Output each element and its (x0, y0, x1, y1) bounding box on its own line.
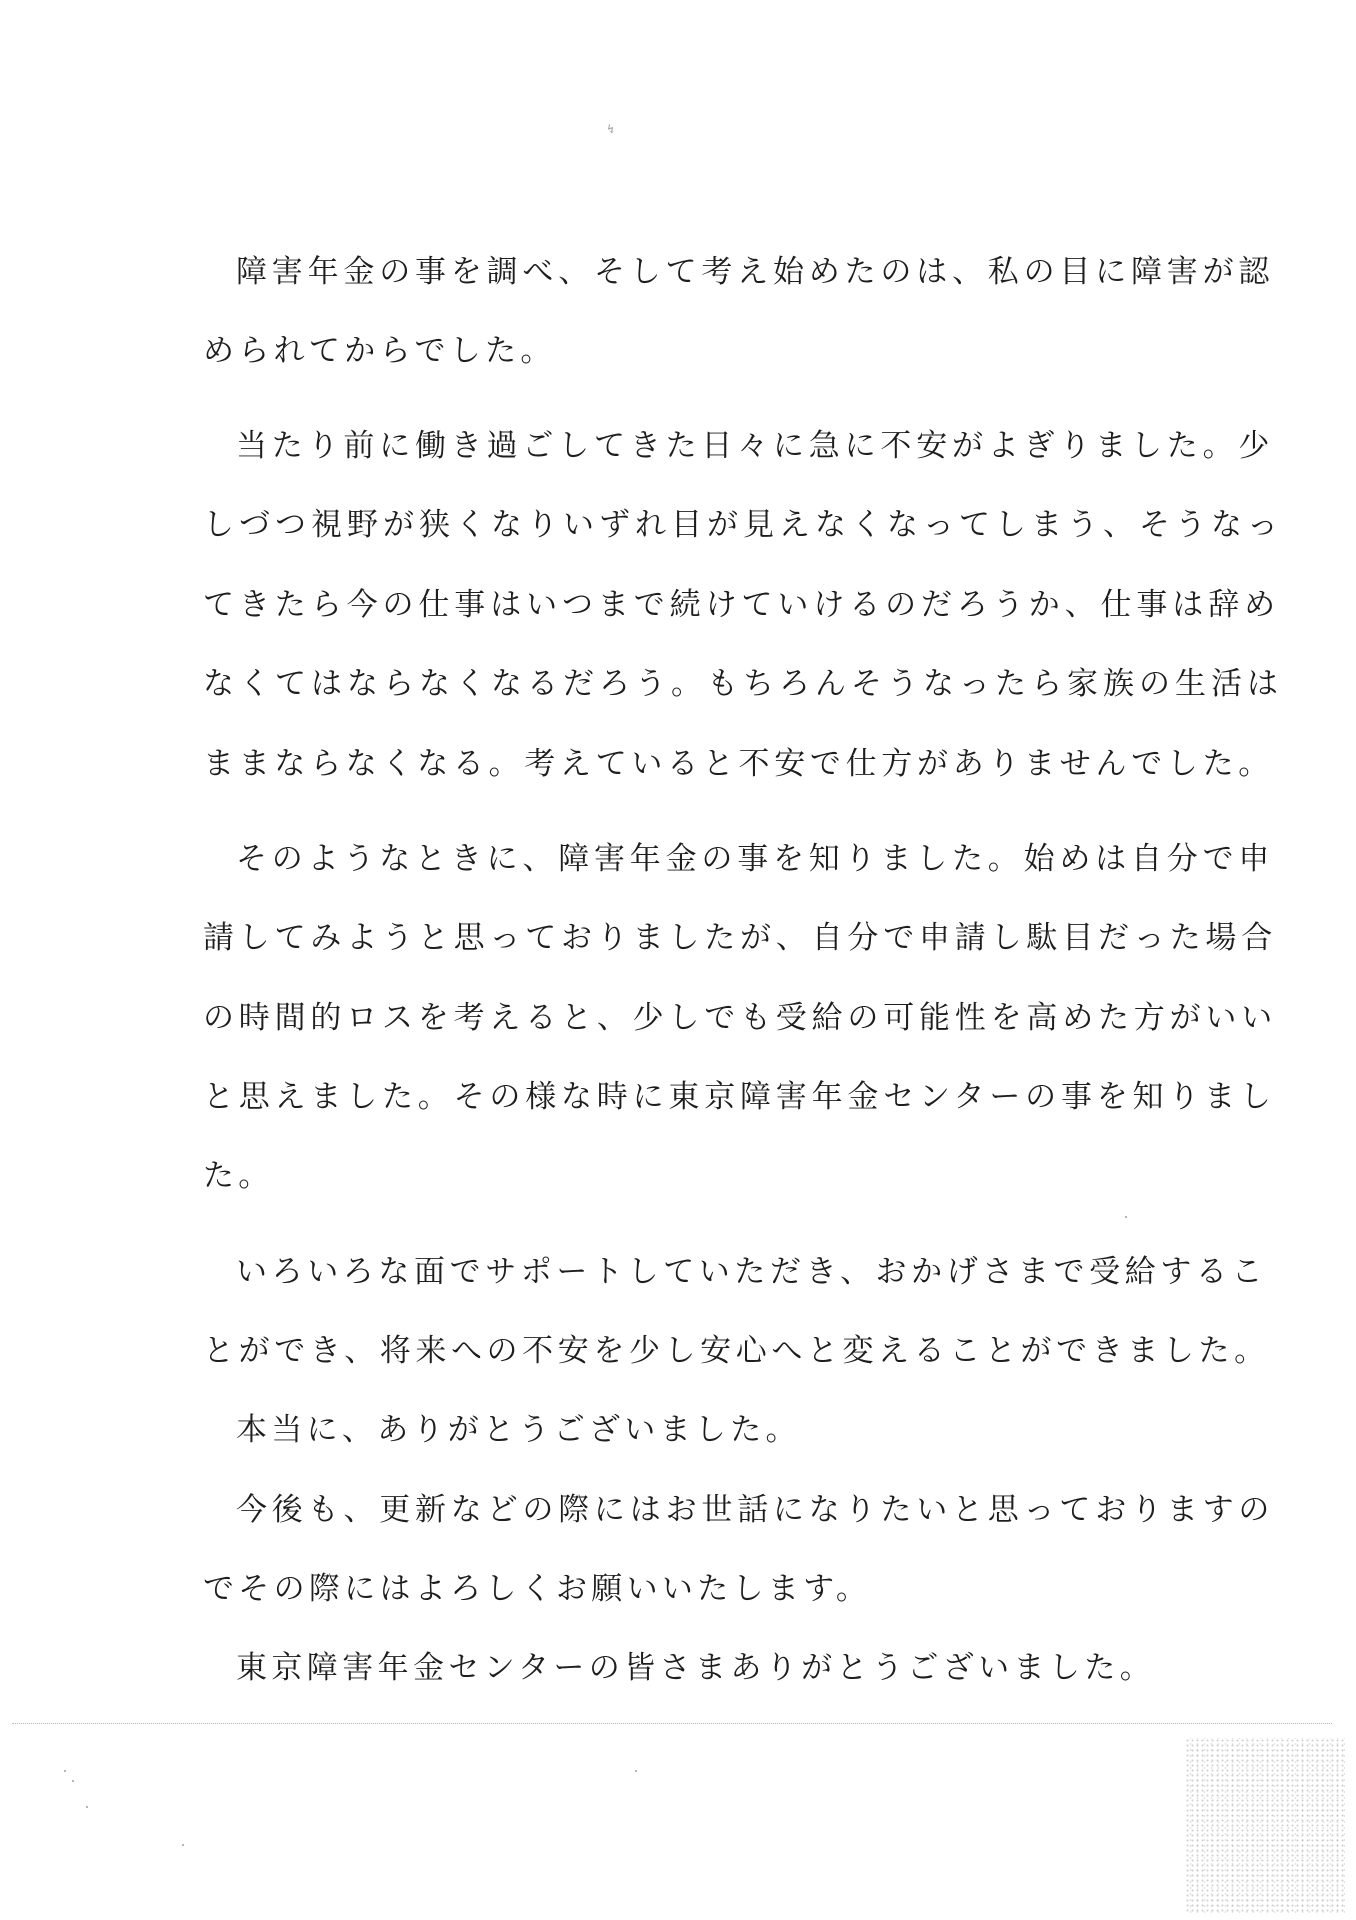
text-line: められてからでした。 (203, 333, 556, 369)
scan-speck (635, 1770, 637, 1772)
scan-speck (64, 1770, 66, 1772)
text-line: でその際にはよろしくお願いいたします。 (203, 1571, 872, 1607)
text-line: 請してみようと思っておりましたが、自分で申請し駄目だった場合 (203, 920, 1277, 956)
text-line: の時間的ロスを考えると、少しでも受給の可能性を高めた方がいい (203, 1000, 1277, 1036)
scan-rule (12, 1723, 1332, 1724)
text-line: 当たり前に働き過ごしてきた日々に急に不安がよぎりました。少 (236, 428, 1275, 464)
text-line: とができ、将来への不安を少し安心へと変えることができました。 (203, 1333, 1270, 1369)
scan-noise (1185, 1738, 1345, 1914)
text-line: 障害年金の事を調べ、そして考え始めたのは、私の目に障害が認 (236, 254, 1275, 290)
text-line: ままならなくなる。考えていると不安で仕方がありませんでした。 (203, 746, 1274, 782)
scan-speck (1125, 1216, 1127, 1218)
text-line: なくてはならなくなるだろう。もちろんそうなったら家族の生活は (203, 666, 1283, 702)
text-line: と思えました。その様な時に東京障害年金センターの事を知りまし (203, 1079, 1276, 1115)
scan-speck (86, 1806, 88, 1808)
scan-speck (72, 1780, 74, 1782)
text-line: 本当に、ありがとうございました。 (236, 1412, 801, 1448)
scan-speck (182, 1844, 184, 1846)
text-line: しづつ視野が狭くなりいずれ目が見えなくなってしまう、そうなっ (203, 507, 1283, 543)
text-line: 今後も、更新などの際にはお世話になりたいと思っておりますの (236, 1492, 1275, 1528)
text-line: てきたら今の仕事はいつまで続けていけるのだろうか、仕事は辞め (203, 587, 1280, 623)
text-line: そのようなときに、障害年金の事を知りました。始めは自分で申 (236, 841, 1275, 877)
text-line: た。 (203, 1158, 274, 1194)
text-line: いろいろな面でサポートしていただき、おかげさまで受給するこ (236, 1254, 1268, 1290)
scan-mark: ↯ (606, 122, 617, 136)
text-line: 東京障害年金センターの皆さまありがとうございました。 (236, 1650, 1156, 1686)
